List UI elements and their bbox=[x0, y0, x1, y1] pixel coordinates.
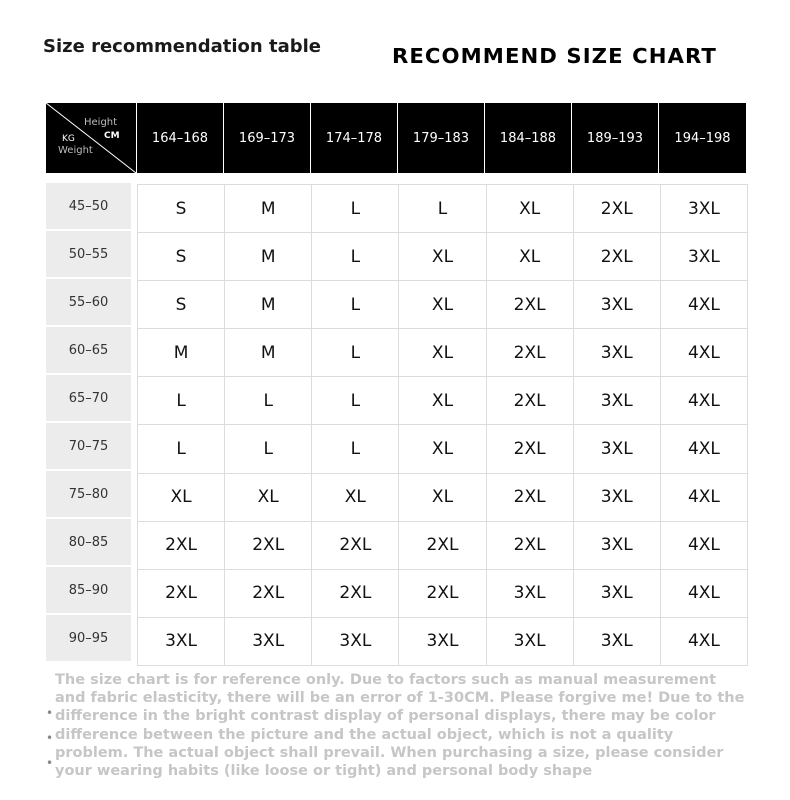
size-cell: 4XL bbox=[661, 618, 748, 666]
size-cell: 3XL bbox=[574, 281, 661, 329]
size-cell: L bbox=[312, 233, 399, 281]
size-cell: 2XL bbox=[574, 233, 661, 281]
weight-cell: 55–60 bbox=[46, 279, 131, 325]
size-cell: L bbox=[399, 185, 486, 233]
size-cell: 3XL bbox=[138, 618, 225, 666]
size-cell: 2XL bbox=[225, 522, 312, 570]
size-cell: 4XL bbox=[661, 425, 748, 473]
size-cell: 3XL bbox=[574, 570, 661, 618]
size-cell: 4XL bbox=[661, 522, 748, 570]
size-cell: XL bbox=[312, 474, 399, 522]
size-cell: XL bbox=[399, 281, 486, 329]
size-cell: L bbox=[138, 425, 225, 473]
size-cell: L bbox=[225, 425, 312, 473]
weight-cell: 85–90 bbox=[46, 567, 131, 613]
height-header: 169–173 bbox=[223, 103, 310, 173]
size-cell: M bbox=[225, 185, 312, 233]
size-cell: 2XL bbox=[487, 522, 574, 570]
size-cell: S bbox=[138, 233, 225, 281]
weight-cell: 65–70 bbox=[46, 375, 131, 421]
size-cell: 4XL bbox=[661, 570, 748, 618]
size-cell: L bbox=[312, 377, 399, 425]
size-cell: 2XL bbox=[399, 522, 486, 570]
size-cell: 2XL bbox=[225, 570, 312, 618]
weight-cell: 70–75 bbox=[46, 423, 131, 469]
size-cell: 3XL bbox=[574, 377, 661, 425]
size-cell: M bbox=[225, 281, 312, 329]
weight-cell: 75–80 bbox=[46, 471, 131, 517]
size-cell: 2XL bbox=[487, 425, 574, 473]
size-cell: XL bbox=[138, 474, 225, 522]
size-cell: 4XL bbox=[661, 329, 748, 377]
weight-cell: 60–65 bbox=[46, 327, 131, 373]
size-cell: 3XL bbox=[661, 233, 748, 281]
size-cell: 4XL bbox=[661, 377, 748, 425]
size-cell: 4XL bbox=[661, 281, 748, 329]
size-cell: L bbox=[312, 185, 399, 233]
size-cell: 3XL bbox=[312, 618, 399, 666]
height-header: 174–178 bbox=[310, 103, 397, 173]
size-cell: 2XL bbox=[574, 185, 661, 233]
size-cell: 2XL bbox=[487, 474, 574, 522]
size-cell: XL bbox=[399, 474, 486, 522]
size-cell: 3XL bbox=[574, 329, 661, 377]
chart-heading: RECOMMEND SIZE CHART bbox=[392, 44, 717, 68]
size-cell: 2XL bbox=[487, 377, 574, 425]
disclaimer-note: The size chart is for reference only. Due to factors such as manual measurement and fabric elasticity, there will be an error of 1-30CM. Please forgive me! Due to the difference in the bright contrast display of personal displays, there may be color difference between the picture and the actual object, which is not a quality problem. The actual object shall prevail. When purchasing a size, please consider your wearing habits (like loose or tight) and personal body shape bbox=[55, 672, 745, 780]
diagonal-divider-icon bbox=[46, 103, 136, 173]
size-cell: XL bbox=[399, 377, 486, 425]
size-cell: 3XL bbox=[574, 618, 661, 666]
size-cell: 3XL bbox=[487, 618, 574, 666]
size-cell: XL bbox=[399, 233, 486, 281]
weight-column bbox=[46, 183, 131, 663]
size-cell: 2XL bbox=[138, 570, 225, 618]
size-cell: 3XL bbox=[399, 618, 486, 666]
size-cell: 4XL bbox=[661, 474, 748, 522]
corner-cm-label: CM bbox=[104, 131, 120, 141]
height-header: 179–183 bbox=[397, 103, 484, 173]
size-cell: L bbox=[312, 329, 399, 377]
bullet-icon: • bbox=[46, 756, 54, 770]
size-cell: XL bbox=[225, 474, 312, 522]
size-cell: 3XL bbox=[574, 522, 661, 570]
size-grid bbox=[137, 184, 748, 666]
size-cell: S bbox=[138, 281, 225, 329]
corner-kg-label: KG bbox=[62, 134, 75, 144]
size-cell: L bbox=[312, 425, 399, 473]
size-cell: 2XL bbox=[138, 522, 225, 570]
size-cell: 3XL bbox=[661, 185, 748, 233]
weight-cell: 45–50 bbox=[46, 183, 131, 229]
size-cell: 2XL bbox=[312, 522, 399, 570]
size-cell: L bbox=[312, 281, 399, 329]
size-cell: 3XL bbox=[574, 425, 661, 473]
bullet-icon: • bbox=[46, 706, 54, 720]
size-cell: 3XL bbox=[225, 618, 312, 666]
size-cell: 2XL bbox=[312, 570, 399, 618]
size-cell: L bbox=[138, 377, 225, 425]
size-cell: 3XL bbox=[487, 570, 574, 618]
size-cell: 2XL bbox=[399, 570, 486, 618]
height-header: 164–168 bbox=[136, 103, 223, 173]
size-cell: 2XL bbox=[487, 329, 574, 377]
weight-cell: 80–85 bbox=[46, 519, 131, 565]
size-cell: M bbox=[138, 329, 225, 377]
header-row bbox=[46, 103, 746, 173]
size-cell: 2XL bbox=[487, 281, 574, 329]
height-header: 194–198 bbox=[658, 103, 746, 173]
weight-cell: 50–55 bbox=[46, 231, 131, 277]
size-cell: XL bbox=[487, 185, 574, 233]
size-cell: 3XL bbox=[574, 474, 661, 522]
size-cell: L bbox=[225, 377, 312, 425]
height-header: 184–188 bbox=[484, 103, 571, 173]
weight-cell: 90–95 bbox=[46, 615, 131, 661]
size-cell: M bbox=[225, 329, 312, 377]
size-cell: XL bbox=[399, 329, 486, 377]
size-cell: M bbox=[225, 233, 312, 281]
size-cell: XL bbox=[399, 425, 486, 473]
size-cell: S bbox=[138, 185, 225, 233]
size-cell: XL bbox=[487, 233, 574, 281]
page-title: Size recommendation table bbox=[43, 36, 322, 57]
bullet-icon: • bbox=[46, 731, 54, 745]
height-header: 189–193 bbox=[571, 103, 658, 173]
corner-cell bbox=[46, 103, 137, 173]
corner-height-label: Height bbox=[84, 117, 118, 128]
corner-weight-label: Weight bbox=[58, 145, 93, 156]
